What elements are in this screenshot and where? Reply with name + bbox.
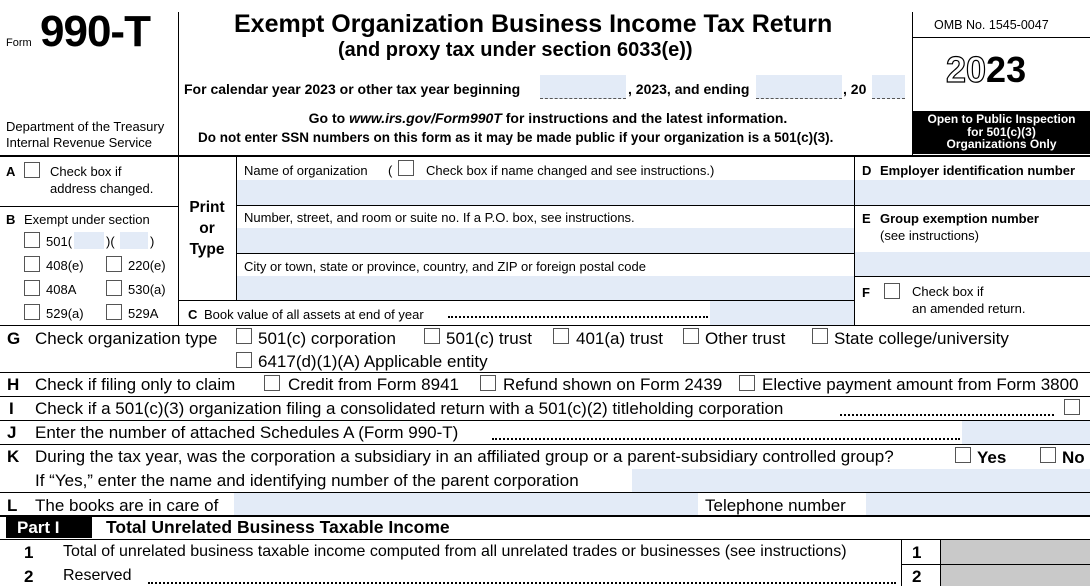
state-college-label: State college/university xyxy=(834,329,1009,348)
part-i-title: Total Unrelated Business Taxable Income xyxy=(106,517,450,537)
line-1-box: 1 xyxy=(912,543,922,562)
line-g-letter: G xyxy=(7,329,21,348)
501-label: 501( xyxy=(46,234,73,249)
form-title: Exempt Organization Business Income Tax Return xyxy=(234,10,833,38)
credit-8941-checkbox[interactable] xyxy=(264,375,280,391)
book-value-field[interactable] xyxy=(710,301,854,325)
tax-year-begin-field[interactable] xyxy=(540,75,626,99)
group-exemption-label: Group exemption number xyxy=(880,211,1039,226)
city-label: City or town, state or province, country, and ZIP or foreign postal code xyxy=(244,259,646,274)
exempt-section-label: Exempt under section xyxy=(24,212,150,227)
amended-label: Check box if xyxy=(912,284,984,299)
form-number: 990-T xyxy=(40,7,150,56)
telephone-field[interactable] xyxy=(866,493,1090,515)
501-c-field[interactable] xyxy=(74,232,104,249)
501c-corp-checkbox[interactable] xyxy=(236,328,252,344)
state-college-checkbox[interactable] xyxy=(812,328,828,344)
address-changed-label: Check box if xyxy=(50,164,122,179)
401a-trust-label: 401(a) trust xyxy=(576,329,663,348)
line-l-letter: L xyxy=(7,496,18,515)
section-f-letter: F xyxy=(862,285,870,300)
line-2-box: 2 xyxy=(912,567,922,586)
529a-label: 529(a) xyxy=(46,306,84,321)
public-inspection-banner: Open to Public Inspection for 501(c)(3) Organizations Only xyxy=(913,111,1090,154)
street-label: Number, street, and room or suite no. If a P.O. box, see instructions. xyxy=(244,210,635,225)
section-d-letter: D xyxy=(862,163,872,178)
org-name-label: Name of organization xyxy=(244,163,368,178)
tax-year-century: 20 xyxy=(946,49,987,90)
street-field[interactable] xyxy=(237,228,854,253)
header-divider-left xyxy=(178,12,179,155)
tax-year xyxy=(946,49,1027,90)
name-changed-label: Check box if name changed and see instructions.) xyxy=(426,163,715,178)
applicable-entity-label: 6417(d)(1)(A) Applicable entity xyxy=(258,352,488,371)
part-i-tag: Part I xyxy=(6,517,92,538)
address-changed-label-2: address changed. xyxy=(50,181,154,196)
line-h-letter: H xyxy=(7,375,20,394)
books-care-label: The books are in care of xyxy=(35,496,219,515)
220e-checkbox[interactable] xyxy=(106,256,122,272)
irs-url-link[interactable]: www.irs.gov/Form990T xyxy=(349,110,502,126)
parent-corp-field[interactable] xyxy=(632,469,1090,492)
org-name-field[interactable] xyxy=(237,180,854,205)
section-e-letter: E xyxy=(862,211,871,226)
line-1-number: 1 xyxy=(24,543,34,562)
220e-label: 220(e) xyxy=(128,258,166,273)
ein-field[interactable] xyxy=(855,180,1090,205)
group-exemption-sub: (see instructions) xyxy=(880,228,979,243)
other-trust-label: Other trust xyxy=(705,329,786,348)
408e-checkbox[interactable] xyxy=(24,256,40,272)
parent-corp-label: If “Yes,” enter the name and identifying number of the parent corporation xyxy=(35,471,579,490)
credit-8941-label: Credit from Form 8941 xyxy=(288,375,459,394)
501-sub-field[interactable] xyxy=(120,232,148,249)
ein-label: Employer identification number xyxy=(880,163,1076,178)
books-care-field[interactable] xyxy=(234,493,698,515)
line-j-letter: J xyxy=(7,423,17,442)
address-changed-checkbox[interactable] xyxy=(24,162,40,178)
408e-label: 408(e) xyxy=(46,258,84,273)
tax-year-label: For calendar year 2023 or other tax year beginning xyxy=(184,81,521,97)
omb-number: OMB No. 1545-0047 xyxy=(934,18,1049,32)
schedules-a-count-field[interactable] xyxy=(962,421,1090,444)
refund-2439-checkbox[interactable] xyxy=(480,375,496,391)
tax-year-end-yy-field[interactable] xyxy=(872,75,905,99)
tax-year-end-field[interactable] xyxy=(756,75,842,99)
form-subtitle: (and proxy tax under section 6033(e)) xyxy=(338,39,693,61)
501c-trust-label: 501(c) trust xyxy=(446,329,532,348)
401a-trust-checkbox[interactable] xyxy=(553,328,569,344)
section-b-letter: B xyxy=(6,212,16,227)
telephone-label: Telephone number xyxy=(705,496,846,515)
form-label: Form xyxy=(6,37,32,49)
501-checkbox[interactable] xyxy=(24,232,40,248)
applicable-entity-checkbox[interactable] xyxy=(236,352,252,368)
line-i-letter: I xyxy=(9,399,14,418)
refund-2439-label: Refund shown on Form 2439 xyxy=(503,375,723,394)
schedules-a-label: Enter the number of attached Schedules A (Form 990-T) xyxy=(35,423,459,442)
408a-label: 408A xyxy=(46,282,77,297)
goto-prefix: Go to xyxy=(308,110,346,126)
consolidated-return-label: Check if a 501(c)(3) organization filing a consolidated return with a 501(c)(2) titleholding corporation xyxy=(35,399,784,418)
501-sep-label: )( xyxy=(106,234,115,249)
city-field[interactable] xyxy=(237,276,854,300)
book-value-label: Book value of all assets at end of year xyxy=(204,307,424,322)
501-close-label: ) xyxy=(150,234,155,249)
529a-checkbox[interactable] xyxy=(24,304,40,320)
tax-year-decade: 23 xyxy=(986,49,1027,90)
filing-claim-label: Check if filing only to claim xyxy=(35,375,236,394)
530a-label: 530(a) xyxy=(128,282,166,297)
subsidiary-yes-label: Yes xyxy=(977,448,1007,467)
tax-year-end-label: , 20 xyxy=(843,81,867,97)
530a-checkbox[interactable] xyxy=(106,280,122,296)
org-name-paren: ( xyxy=(388,163,393,178)
subsidiary-no-checkbox[interactable] xyxy=(1040,447,1056,463)
section-a-letter: A xyxy=(6,164,16,179)
line-2-number: 2 xyxy=(24,567,34,586)
529A-label: 529A xyxy=(128,306,159,321)
goto-line xyxy=(184,111,912,125)
tax-year-mid: , 2023, and ending xyxy=(628,81,750,97)
amended-label-2: an amended return. xyxy=(912,301,1026,316)
name-changed-checkbox[interactable] xyxy=(398,160,414,176)
elective-payment-label: Elective payment amount from Form 3800 xyxy=(762,375,1079,394)
subsidiary-no-label: No xyxy=(1062,448,1085,467)
consolidated-return-checkbox[interactable] xyxy=(1064,399,1080,415)
ssn-warning: Do not enter SSN numbers on this form as it may be made public if your organization is a 501(c)(3). xyxy=(198,130,834,145)
irs-label: Internal Revenue Service xyxy=(6,135,152,150)
other-trust-checkbox[interactable] xyxy=(683,328,699,344)
dept-treasury: Department of the Treasury xyxy=(6,119,165,134)
529A-checkbox[interactable] xyxy=(106,304,122,320)
line-2-text: Reserved xyxy=(63,567,132,584)
408a-checkbox[interactable] xyxy=(24,280,40,296)
subsidiary-yes-checkbox[interactable] xyxy=(955,447,971,463)
501c-corp-label: 501(c) corporation xyxy=(258,329,396,348)
line-2-amount-field xyxy=(941,565,1090,586)
501c-trust-checkbox[interactable] xyxy=(424,328,440,344)
print-or-type-label: Print or Type xyxy=(189,199,225,258)
section-c-letter: C xyxy=(188,307,198,322)
line-1-text: Total of unrelated business taxable income computed from all unrelated trades or businesses (see instructions) xyxy=(63,543,847,560)
goto-suffix: for instructions and the latest information. xyxy=(505,110,788,126)
subsidiary-question: During the tax year, was the corporation a subsidiary in an affiliated group or a parent-subsidiary controlled group? xyxy=(35,447,894,466)
line-1-amount-field xyxy=(941,540,1090,564)
elective-payment-checkbox[interactable] xyxy=(739,375,755,391)
org-type-label: Check organization type xyxy=(35,329,218,348)
line-k-letter: K xyxy=(7,447,20,466)
amended-return-checkbox[interactable] xyxy=(884,283,900,299)
group-exemption-field[interactable] xyxy=(855,252,1090,276)
